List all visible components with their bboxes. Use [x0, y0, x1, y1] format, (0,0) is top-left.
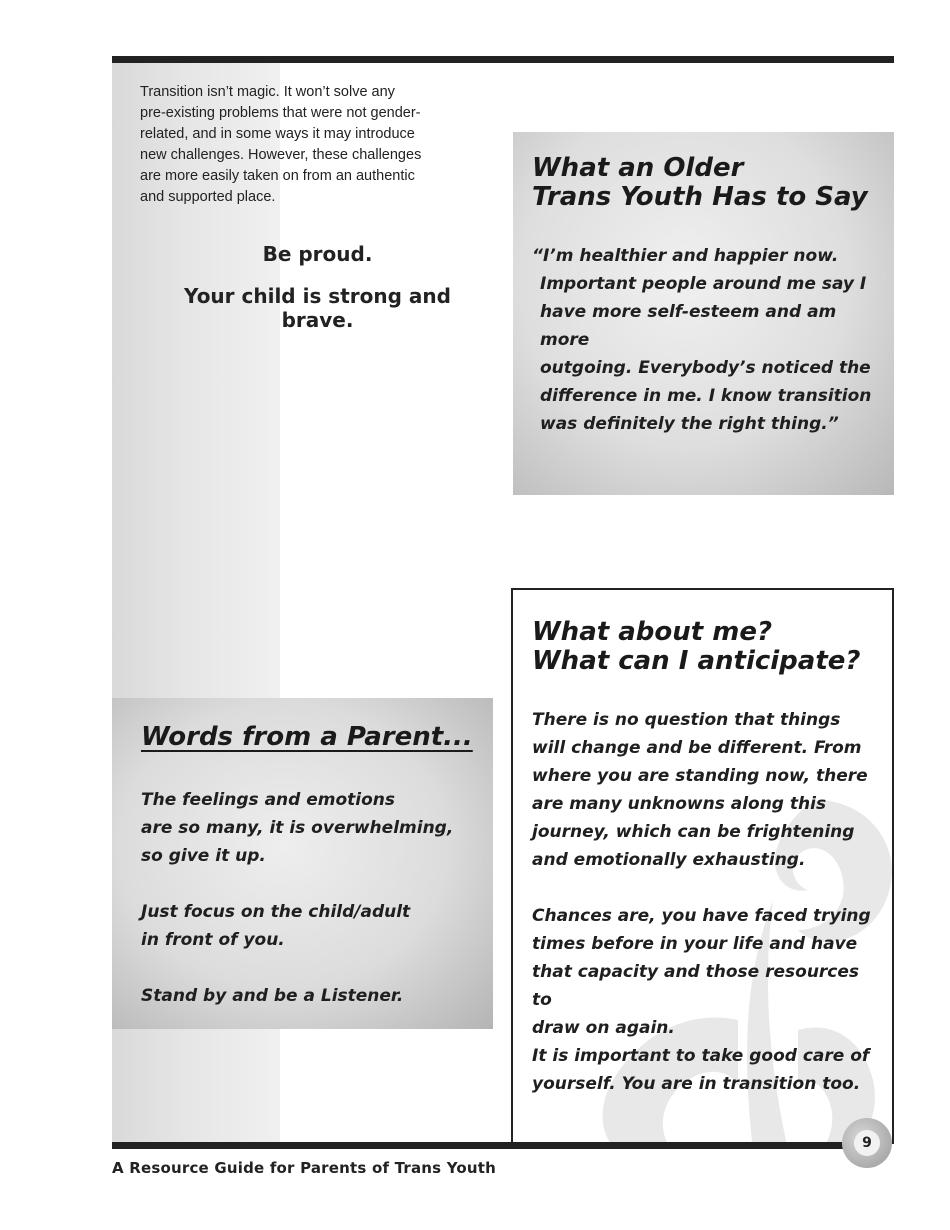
me-line: will change and be different. From: [532, 738, 862, 758]
parent-words-box: [112, 698, 493, 1029]
me-line: where you are standing now, there: [532, 766, 868, 786]
affirmation-strong-brave: Your child is strong and brave.: [184, 284, 451, 332]
parent-paragraph-2: [141, 898, 481, 954]
me-line: Chances are, you have faced trying: [532, 906, 871, 926]
me-line: yourself. You are in transition too.: [532, 1074, 861, 1094]
me-line: that capacity and those resources to: [532, 962, 860, 1010]
quote-line: was definitely the right thing.”: [540, 414, 839, 434]
youth-title-line: What an Older: [532, 153, 744, 183]
intro-paragraph: [140, 82, 485, 208]
parent-paragraph-1: [141, 786, 481, 870]
youth-title-line: Trans Youth Has to Say: [532, 182, 868, 212]
intro-line: are more easily taken on from an authentic: [140, 168, 415, 184]
me-line: There is no question that things: [532, 710, 841, 730]
footer-guide-title: A Resource Guide for Parents of Trans Youth: [112, 1159, 497, 1177]
parent-line: so give it up.: [141, 846, 266, 866]
quote-line: difference in me. I know transition: [540, 386, 872, 406]
parent-paragraph-3: Stand by and be a Listener.: [141, 986, 404, 1006]
intro-line: pre-existing problems that were not gender-: [140, 105, 421, 121]
me-line: journey, which can be frightening: [532, 822, 855, 842]
me-paragraph-1: [532, 706, 882, 874]
me-line: times before in your life and have: [532, 934, 858, 954]
me-box-title: [532, 618, 882, 676]
quote-line: Important people around me say I: [540, 274, 867, 294]
quote-line: outgoing. Everybody’s noticed the: [540, 358, 871, 378]
page-number: 9: [854, 1130, 880, 1156]
intro-line: Transition isn’t magic. It won’t solve any: [140, 84, 395, 100]
me-paragraph-3: [532, 1042, 882, 1098]
quote-line: have more self-esteem and am more: [540, 302, 837, 350]
me-line: are many unknowns along this: [532, 794, 827, 814]
quote-line: “I’m healthier and happier now.: [532, 246, 839, 266]
parent-line: The feelings and emotions: [141, 790, 396, 810]
me-line: It is important to take good care of: [532, 1046, 870, 1066]
what-about-me-box: [511, 588, 894, 1144]
me-line: and emotionally exhausting.: [532, 850, 806, 870]
parent-line: are so many, it is overwhelming,: [141, 818, 454, 838]
youth-quote-box: [513, 132, 894, 495]
youth-quote: [532, 242, 885, 438]
parent-box-title: Words from a Parent...: [141, 722, 473, 752]
top-rule: [112, 56, 894, 63]
me-line: draw on again.: [532, 1018, 675, 1038]
affirmation-be-proud: Be proud.: [262, 242, 373, 266]
intro-line: new challenges. However, these challenges: [140, 147, 422, 163]
parent-line: in front of you.: [141, 930, 285, 950]
intro-line: and supported place.: [140, 189, 276, 205]
bottom-rule: [112, 1142, 852, 1149]
page-number-badge: [842, 1118, 892, 1168]
parent-line: Just focus on the child/adult: [141, 902, 411, 922]
me-title-line: What can I anticipate?: [532, 646, 861, 676]
intro-line: related, and in some ways it may introduce: [140, 126, 415, 142]
me-title-line: What about me?: [532, 617, 773, 647]
youth-box-title: [532, 154, 882, 212]
me-paragraph-2: [532, 902, 882, 1042]
